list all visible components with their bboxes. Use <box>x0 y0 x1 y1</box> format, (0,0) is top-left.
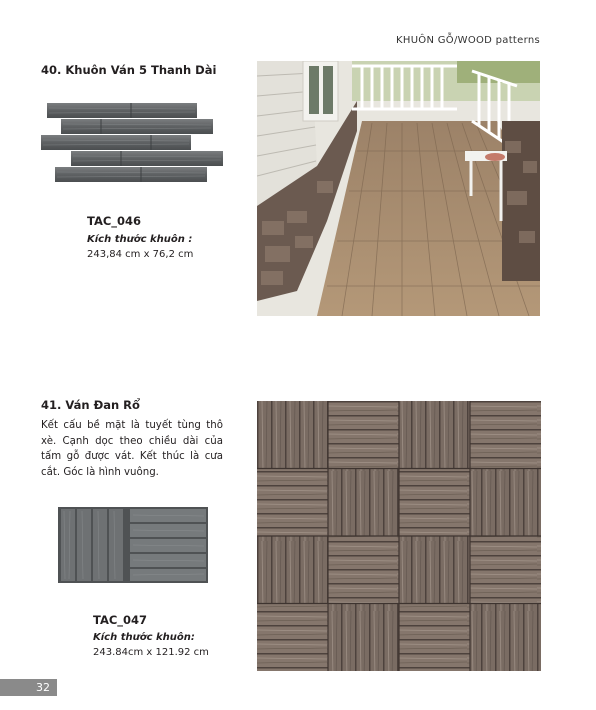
product-40-title: 40. Khuôn Ván 5 Thanh Dài <box>41 63 217 77</box>
page-number: 32 <box>0 679 57 696</box>
basket-weave-floor-photo <box>257 401 541 671</box>
mold-basket-weave-image <box>58 507 208 583</box>
product-40-code: TAC_046 <box>87 214 142 228</box>
mold-5-planks-image <box>41 102 225 186</box>
product-41-code: TAC_047 <box>93 613 148 627</box>
product-40-size-label: Kích thước khuôn : <box>87 234 193 245</box>
product-41-size-label: Kích thước khuôn: <box>93 632 195 643</box>
product-41-title: 41. Ván Đan Rổ <box>41 398 140 412</box>
section-header: KHUÔN GỖ/WOOD patterns <box>396 35 540 46</box>
porch-floor-photo <box>257 61 540 316</box>
product-41-size-value: 243.84cm x 121.92 cm <box>93 647 209 658</box>
product-40-size-value: 243,84 cm x 76,2 cm <box>87 249 194 260</box>
product-41-description: Kết cấu bề mặt là tuyết tùng thô xè. Cạnh dọc theo chiều dài của tấm gỗ được vát. Kết thúc là cưa cắt. Góc là hình vuông. <box>41 420 223 478</box>
